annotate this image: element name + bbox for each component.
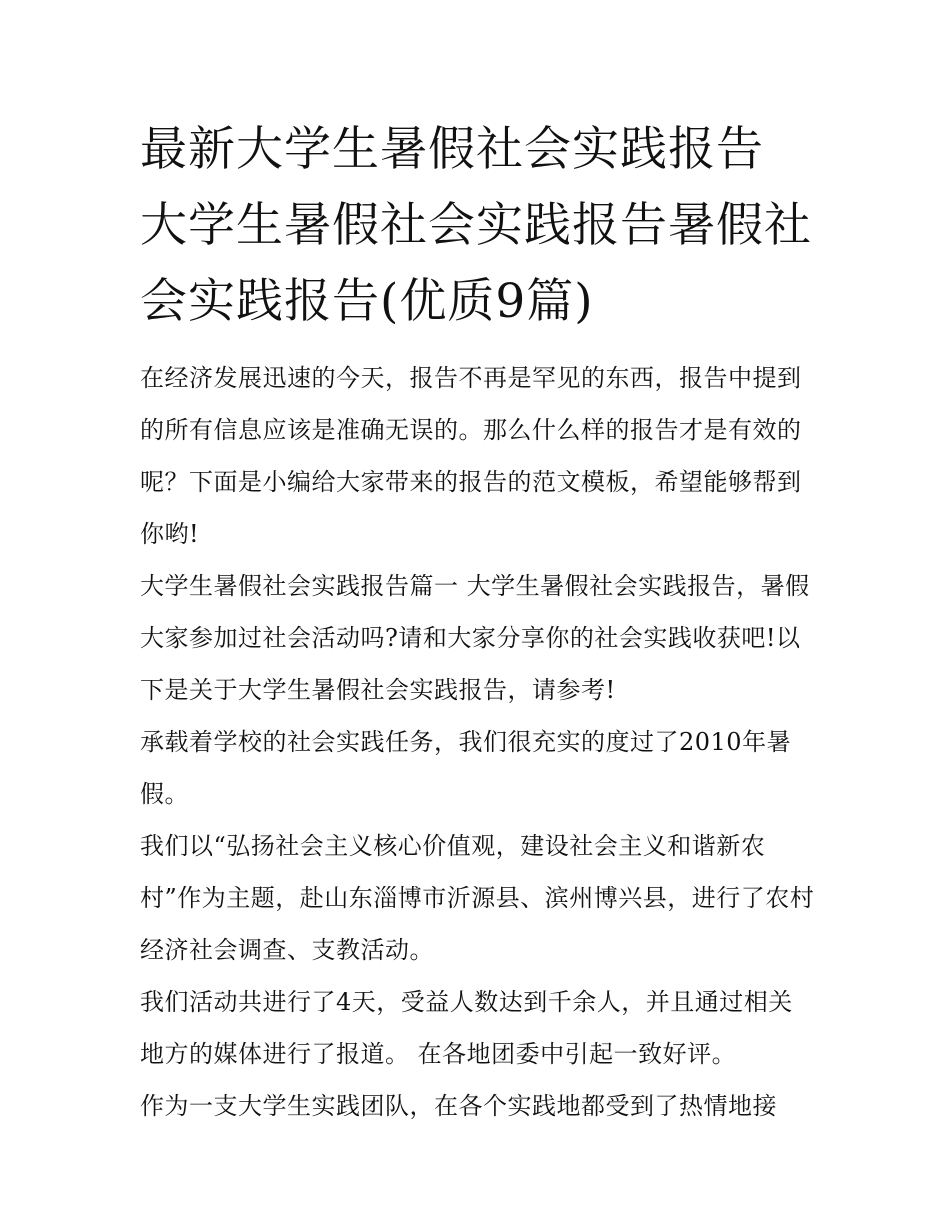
paragraph-part-one: 大学生暑假社会实践报告篇一 大学生暑假社会实践报告，暑假大家参加过社会活动吗?请和大家分享你的社会实践收获吧!以下是关于大学生暑假社会实践报告，请参考! — [140, 572, 810, 704]
paragraph-team: 作为一支大学生实践团队，在各个实践地都受到了热情地接 — [140, 1092, 777, 1120]
document-title: 最新大学生暑假社会实践报告 大学生暑假社会实践报告暑假社会实践报告(优质9篇) — [140, 122, 812, 329]
paragraph-theme: 我们以“弘扬社会主义核心价值观，建设社会主义和谐新农村”作为主题，赴山东淄博市沂源县、滨州博兴县，进行了农村经济社会调查、支教活动。 — [140, 832, 815, 964]
paragraph-summer-task: 承载着学校的社会实践任务，我们很充实的度过了2010年暑假。 — [140, 728, 792, 808]
paragraph-intro: 在经济发展迅速的今天，报告不再是罕见的东西，报告中提到的所有信息应该是准确无误的。那么什么样的报告才是有效的呢？下面是小编给大家带来的报告的范文模板，希望能够帮到你哟! — [140, 364, 802, 548]
paragraph-activity: 我们活动共进行了4天，受益人数达到千余人，并且通过相关地方的媒体进行了报道。 在各地团委中引起一致好评。 — [140, 988, 793, 1068]
document-body — [140, 352, 816, 1132]
document-page — [140, 112, 816, 1132]
